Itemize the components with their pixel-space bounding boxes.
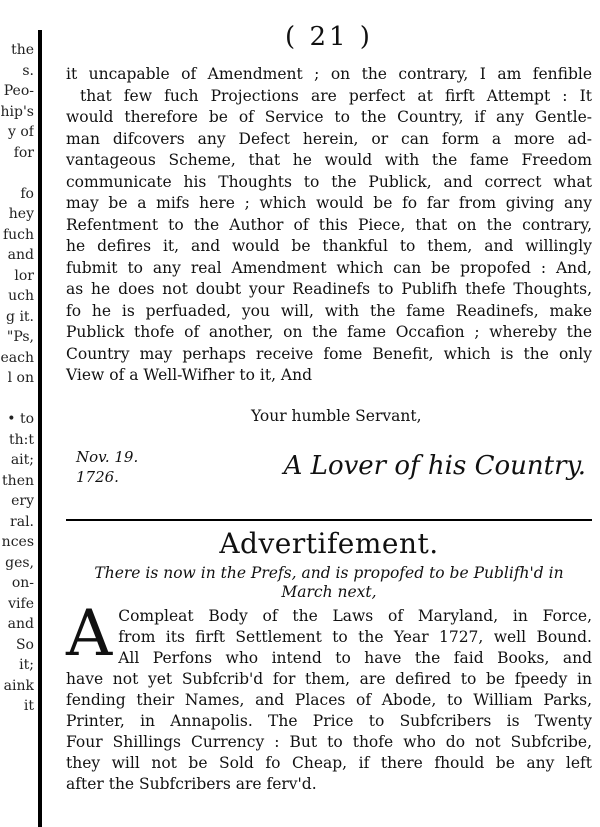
ad-line: Four Shillings Currency : But to thofe who do not Subfcribe, <box>66 732 592 751</box>
gutter-line: ait; <box>10 452 34 468</box>
signature: A Lover of his Country. <box>283 450 586 481</box>
year-line: 1726. <box>76 467 119 486</box>
letter-line: Publick thofe of another, on the fame Occafion ; whereby the <box>66 323 592 341</box>
gutter-line: each <box>0 349 34 366</box>
gutter-line: then <box>2 472 34 489</box>
ad-line: they will not be Sold fo Cheap, if there fhould be any left <box>66 753 592 772</box>
drop-cap: A <box>66 596 113 671</box>
gutter-line: and <box>7 616 34 632</box>
gutter-line: hip's <box>0 103 34 120</box>
letter-line: Country may perhaps receive fome Benefit, which is the only <box>66 344 592 363</box>
advertisement-subtitle <box>66 564 592 602</box>
gutter-line: fuch <box>2 226 34 243</box>
page <box>66 0 592 827</box>
letter-line: fo he is perfuaded, you will, with the fame Readinefs, make <box>66 301 592 320</box>
letter-body <box>66 64 592 387</box>
gutter-line: uch <box>8 288 34 304</box>
ad-line: from its firft Settlement to the Year 1727, well Bound. <box>118 627 592 646</box>
gutter-line: vife <box>8 595 34 612</box>
gutter-line: aink <box>3 677 34 694</box>
gutter-line: lor <box>14 267 34 284</box>
gutter-line: ral. <box>10 513 34 530</box>
gutter-line: s. <box>22 62 34 79</box>
gutter-rule <box>38 30 42 827</box>
gutter-line: the <box>11 42 34 58</box>
gutter-line: So <box>15 636 34 653</box>
date-line: Nov. 19. <box>76 447 139 466</box>
letter-line: vantageous Scheme, that he would with the fame Freedom <box>66 151 592 169</box>
gutter-line: nces <box>1 534 34 550</box>
gutter-line <box>0 163 34 184</box>
gutter-line: and <box>7 247 34 263</box>
gutter-line: for <box>13 144 34 161</box>
advertisement-title: Advertifement. <box>219 526 439 560</box>
page-number: ( 21 ) <box>285 22 373 52</box>
letter-line: may be a mifs here ; which would be fo far from giving any <box>66 194 592 212</box>
letter-line: Refentment to the Author of this Piece, that on the contrary, <box>66 215 592 234</box>
gutter-line: • to <box>7 411 34 427</box>
letter-line: man difcovers any Defect herein, or can form a more ad- <box>66 129 592 148</box>
gutter-line: it <box>23 698 34 714</box>
ad-line: fending their Names, and Places of Abode, to William Parks, <box>66 690 592 709</box>
gutter-line: "Ps, <box>6 329 34 345</box>
advertisement-body <box>66 596 592 795</box>
gutter-line: g it. <box>6 308 34 325</box>
letter-closing: Your humble Servant, <box>251 406 422 425</box>
letter-line: fubmit to any real Amendment which can be propofed : And, <box>66 258 592 277</box>
ad-line: have not yet Subfcrib'd for them, are defired to be fpeedy in <box>66 669 592 688</box>
ad-line: Compleat Body of the Laws of Maryland, in Force, <box>118 606 592 625</box>
section-divider <box>66 519 592 521</box>
letter-line: it uncapable of Amendment ; on the contrary, I am fenfible <box>66 65 592 83</box>
letter-line: communicate his Thoughts to the Publick, and correct what <box>66 172 592 191</box>
gutter-line <box>0 389 34 410</box>
subtitle-line: There is now in the Prefs, and is propofed to be Publifh'd in <box>94 563 564 582</box>
adjacent-page-bleed <box>0 40 34 820</box>
ad-line: Printer, in Annapolis. The Price to Subfcribers is Twenty <box>66 711 592 730</box>
gutter-line: l on <box>7 370 34 386</box>
letter-line: would therefore be of Service to the Country, if any Gentle- <box>66 108 592 126</box>
letter-date <box>76 447 138 487</box>
gutter-line: th:t <box>9 431 34 448</box>
letter-line: he defires it, and would be thankful to them, and willingly <box>66 237 592 255</box>
gutter-line: Peo- <box>3 83 34 99</box>
letter-line: that few fuch Projections are perfect at firft Attempt : It <box>80 86 592 105</box>
gutter-line: ery <box>11 493 34 509</box>
gutter-line: y of <box>8 124 34 140</box>
ad-line: All Perfons who intend to have the faid Books, and <box>118 648 592 667</box>
subtitle-line: March next, <box>281 582 377 601</box>
ad-line: after the Subfcribers are ferv'd. <box>66 774 317 793</box>
gutter-line: hey <box>8 206 34 222</box>
gutter-line: it; <box>19 657 34 673</box>
letter-line: View of a Well-Wifher to it, And <box>66 366 313 384</box>
signature-block <box>66 447 592 507</box>
gutter-line: on- <box>11 575 34 591</box>
gutter-line: ges, <box>5 554 34 571</box>
gutter-line: fo <box>20 185 34 202</box>
letter-line: as he does not doubt your Readinefs to Publifh thefe Thoughts, <box>66 280 592 298</box>
